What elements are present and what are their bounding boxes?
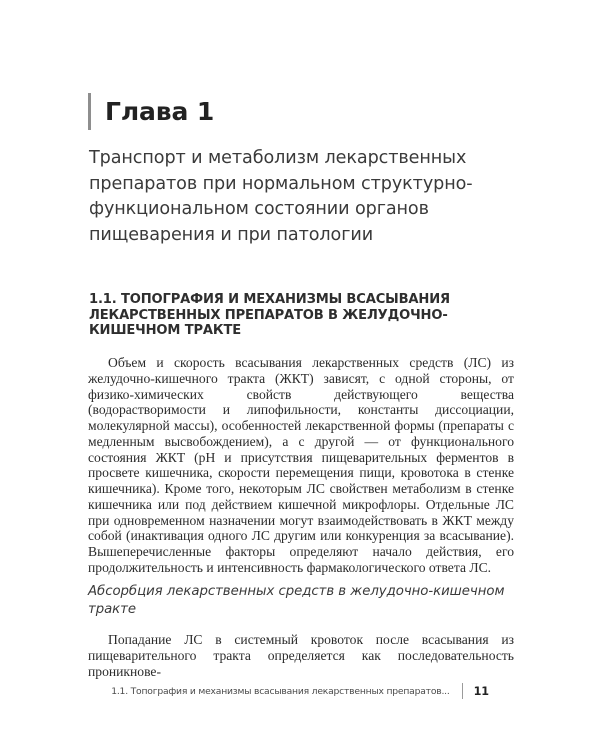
body-paragraph-block-1 [88,355,514,576]
footer-divider [462,683,463,699]
body-paragraph-block-2 [88,632,514,679]
paragraph: Объем и скорость всасывания лекарственных средств (ЛС) из желудочно-кишечного тракта (ЖКТ) зависят, с одной стороны, от физико-химических свойств действующего вещества (водорастворимости и липофильности, константы диссоциации, молекулярной массы), особенностей лекарственной формы (препараты с медленным высвобождением), а с другой — от функционального состояния ЖКТ (рН и присутствия пищеварительных ферментов в просвете кишечника, скорости перемещения пищи, кровотока в стенке кишечника). Кроме того, некоторым ЛС свойствен метаболизм в стенке кишечника или под действием кишечной микрофлоры. Отдельные ЛС при одновременном назначении могут взаимодействовать в ЖКТ между собой (инактивация одного ЛС другим или конкуренция за всасывание). Вышеперечисленные факторы определяют начало действия, его продолжительность и интенсивность фармакологического ответа ЛС. [88,355,514,575]
footer-page-number: 11 [473,684,489,698]
chapter-title: Глава 1 [105,96,215,126]
footer-running-title: 1.1. Топография и механизмы всасывания лекарственных препаратов... [111,685,450,697]
paragraph: Попадание ЛС в системный кровоток после всасывания из пищеварительного тракта определяется как последовательность проникнове- [88,632,514,679]
page-footer [0,682,600,700]
chapter-subtitle: Транспорт и метаболизм лекарственных препаратов при нормальном структурно-функциональном состоянии органов пищеварения и при патологии [89,148,473,245]
section-heading: 1.1. ТОПОГРАФИЯ И МЕХАНИЗМЫ ВСАСЫВАНИЯ ЛЕКАРСТВЕННЫХ ПРЕПАРАТОВ В ЖЕЛУДОЧНО-КИШЕЧНОМ ТРАКТЕ [89,292,450,339]
chapter-accent-rule [88,93,91,130]
chapter-title-row [88,91,214,131]
subsection-heading: Абсорбция лекарственных средств в желудочно-кишечном тракте [88,584,505,617]
